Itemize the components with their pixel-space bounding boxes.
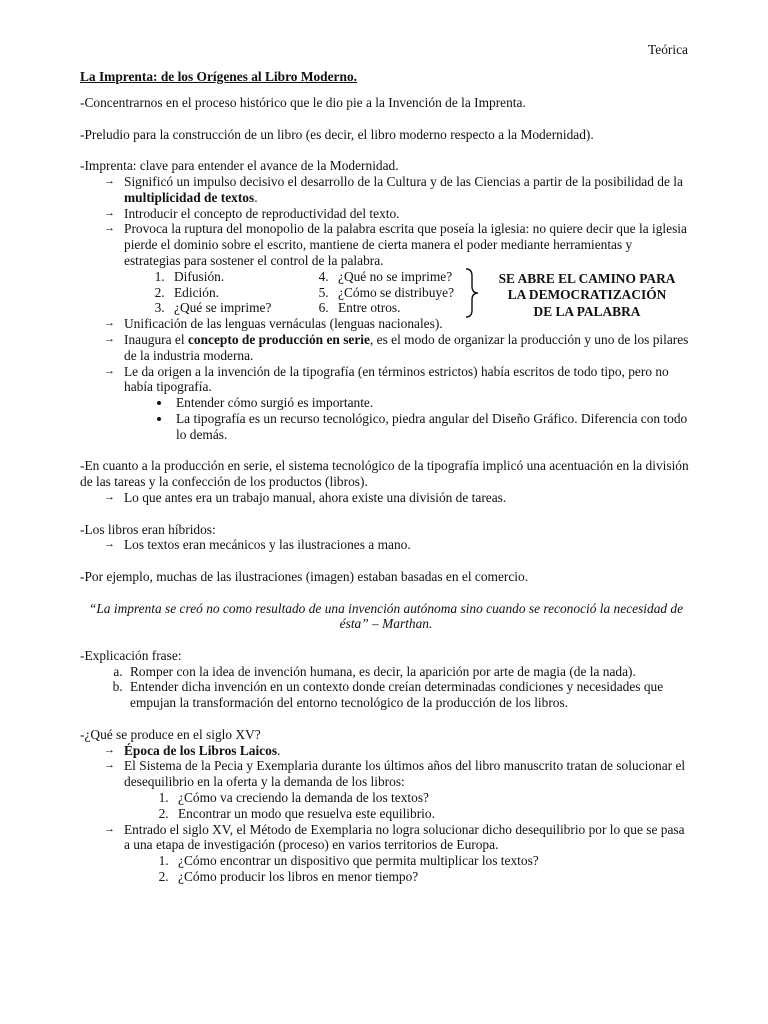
list-item <box>124 743 692 759</box>
header-label: Teórica <box>648 42 688 57</box>
list-item <box>124 822 692 885</box>
section-intro: -Explicación frase: <box>80 647 182 663</box>
list-item: 3. ¿Qué se imprime? <box>168 300 271 316</box>
section-intro: -Imprenta: clave para entender el avance de la Modernidad. <box>80 158 399 174</box>
section-siglo-xv <box>80 727 692 885</box>
numbered-list <box>124 790 692 822</box>
list-item-text: . <box>254 189 258 205</box>
list-item: 6. Entre otros. <box>332 300 454 316</box>
list-item-text: Provoca la ruptura del monopolio de la palabra escrita que poseía la iglesia: no quiere decir que la iglesia pierde el dominio sobre el escrito, mantiene de cierta manera el poder mediante herramientas y estrategias para sostener el control de la palabra. <box>124 221 687 268</box>
list-item: 2. Encontrar un modo que resuelva este equilibrio. <box>172 806 692 822</box>
list-item: 2. Edición. <box>168 285 271 301</box>
quote-author: – Marthan. <box>368 616 433 632</box>
aspects-column-right <box>304 269 454 316</box>
arrow-list <box>80 743 692 885</box>
list-item-bold: multiplicidad de textos <box>124 189 255 205</box>
curly-brace-icon <box>463 267 481 319</box>
list-item: → Los textos eran mecánicos y las ilustraciones a mano. <box>124 537 692 553</box>
list-item: 4. ¿Qué no se imprime? <box>332 269 454 285</box>
bullet-list <box>124 395 692 442</box>
list-item <box>124 758 692 821</box>
callout-line: LA DEMOCRATIZACIÓN <box>507 287 667 303</box>
list-item: 1. ¿Cómo va creciendo la demanda de los textos? <box>172 790 692 806</box>
section-intro: -Los libros eran híbridos: <box>80 521 216 537</box>
paragraph-preludio: -Preludio para la construcción de un libro (es decir, el libro moderno respecto a la Modernidad). <box>80 126 594 142</box>
alpha-list <box>80 664 692 711</box>
paragraph-ejemplo: -Por ejemplo, muchas de las ilustraciones (imagen) estaban basadas en el comercio. <box>80 568 529 584</box>
list-item-text: Entrado el siglo XV, el Método de Exemplaria no logra solucionar dicho desequilibrio por lo que se pasa a una etapa de investigación (proceso) en varios territorios de Europa. <box>124 821 685 853</box>
list-item <box>124 174 692 206</box>
callout-line: DE LA PALABRA <box>533 303 641 319</box>
arrow-list <box>80 490 692 506</box>
list-item-text: . <box>277 742 281 758</box>
list-item-text: El Sistema de la Pecia y Exemplaria durante los últimos años del libro manuscrito tratan de solucionar el desequilibrio en la oferta y la demanda de los libros: <box>124 758 686 790</box>
arrow-list <box>80 537 692 553</box>
list-item: 1. ¿Cómo encontrar un dispositivo que permita multiplicar los textos? <box>172 853 692 869</box>
list-item-bold: concepto de producción en serie <box>187 331 370 347</box>
section-imprenta <box>80 158 692 442</box>
paragraph-concentrarnos: -Concentrarnos en el proceso histórico que le dio pie a la Invención de la Imprenta. <box>80 95 526 110</box>
list-item: → Lo que antes era un trabajo manual, ahora existe una división de tareas. <box>124 490 692 506</box>
section-hibridos <box>80 522 692 554</box>
numbered-list <box>124 853 692 885</box>
list-item: a. Romper con la idea de invención humana, es decir, la aparición por arte de magia (de la nada). <box>126 664 692 680</box>
list-item: 2. ¿Cómo producir los libros en menor tiempo? <box>172 869 692 885</box>
section-intro: -En cuanto a la producción en serie, el sistema tecnológico de la tipografía implicó una acentuación en la división de las tareas y la confección de los productos (libros). <box>80 458 689 490</box>
aspects-column-left <box>140 269 271 316</box>
list-item: • Entender cómo surgió es importante. <box>172 395 692 411</box>
aspects-columns <box>80 268 692 319</box>
arrow-list <box>80 174 692 443</box>
list-item <box>124 332 692 364</box>
section-serie <box>80 458 692 505</box>
list-item-text: Inaugura el <box>124 331 188 347</box>
document-title: La Imprenta: de los Orígenes al Libro Moderno. <box>80 69 357 84</box>
document-body <box>80 95 692 885</box>
list-item: 1. Difusión. <box>168 269 271 285</box>
list-item: → Unificación de las lenguas vernáculas (lenguas nacionales). <box>124 316 692 332</box>
list-item <box>124 221 692 319</box>
list-item <box>124 364 692 443</box>
list-item: b. Entender dicha invención en un contexto donde creían determinadas condiciones y necesidades que empujan la transformación del entorno tecnológico de la producción de los libros. <box>126 679 692 711</box>
list-item: • La tipografía es un recurso tecnológico, piedra angular del Diseño Gráfico. Diferencia con todo lo demás. <box>172 411 692 443</box>
quote-block <box>80 601 692 633</box>
list-item: 5. ¿Cómo se distribuye? <box>332 285 454 301</box>
list-item-bold: Época de los Libros Laicos <box>124 742 278 758</box>
list-item: → Introducir el concepto de reproductividad del texto. <box>124 206 692 222</box>
callout-line: SE ABRE EL CAMINO PARA <box>498 270 676 286</box>
section-intro: -¿Qué se produce en el siglo XV? <box>80 726 261 742</box>
list-item-text: Significó un impulso decisivo el desarrollo de la Cultura y de las Ciencias a partir de la posibilidad de la <box>124 173 683 189</box>
callout-democratizacion <box>481 271 693 321</box>
section-explicacion <box>80 648 692 711</box>
list-item-text: Le da origen a la invención de la tipografía (en términos estrictos) había escritos de todo tipo, pero no había tipografía. <box>124 363 669 395</box>
list-item-text: , es el modo de organizar la producción y uno de los pilares de la industria moderna. <box>124 331 689 363</box>
quote-text: “La imprenta se creó no como resultado de una invención autónoma sino cuando se reconoció la necesidad de ésta” <box>88 600 684 632</box>
